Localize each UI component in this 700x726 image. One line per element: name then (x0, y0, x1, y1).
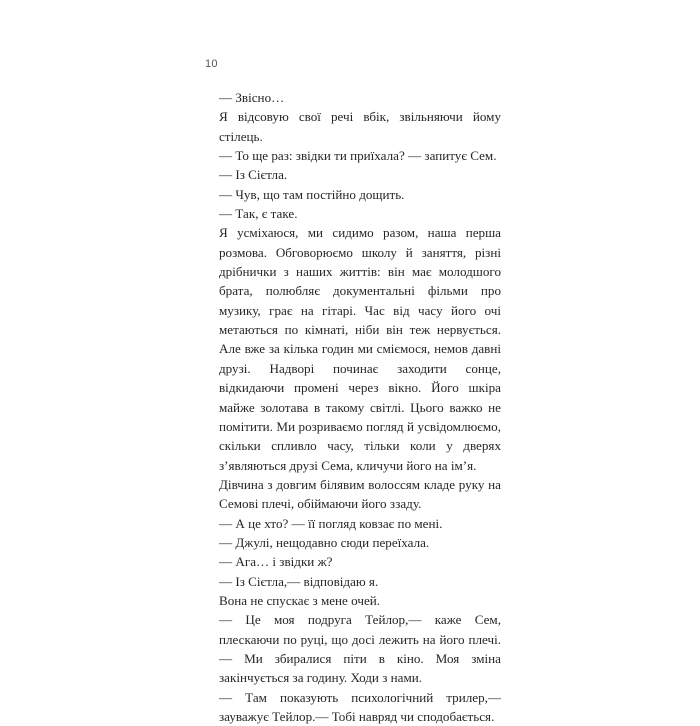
dialogue-line: — Чув, що там постійно дощить. (219, 186, 405, 202)
dialogue-line: — А це хто? — її погляд ковзає по мені. (219, 515, 443, 531)
dialogue-line: — Там показують психологічний трилер,— зауважує Тейлор.— Тобі навряд чи сподобається. (219, 689, 501, 724)
narration-line: Вона не спускає з мене очей. (219, 592, 381, 608)
page-text-body (219, 88, 501, 726)
page-number: 10 (205, 58, 218, 70)
narration-line: Я відсовую свої речі вбік, звільняючи йому стілець. (219, 109, 501, 144)
dialogue-line: — То ще раз: звідки ти приїхала? — запитує Сем. (219, 148, 497, 164)
body-paragraph: Я усміхаюся, ми сидимо разом, наша перша розмова. Обговорюємо школу й заняття, різні дрібнички з наших життів: він має молодшого брата, полюбляє документальні фільми про музику, грає на гітарі. Час від часу його очі метаються по кімнаті, ніби він теж нервується. Але вже за кілька годин ми сміємося, немов давні друзі. Надворі починає заходити сонце, відкидаючи промені через вікно. Його шкіра майже золотава в такому світлі. Цього важко не помітити. Ми розриваємо погляд й усвідомлюємо, скільки спливло часу, тільки коли у дверях з’являються друзі Сема, кличучи його на ім’я. (219, 225, 501, 473)
dialogue-line: — Звісно… (219, 90, 285, 105)
dialogue-line: — Із Сієтла. (219, 167, 288, 183)
dialogue-line: — Це моя подруга Тейлор,— каже Сем, плескаючи по руці, що досі лежить на його плечі. — Ми збиралися піти в кіно. Моя зміна закінчується за годину. Ходи з нами. (219, 612, 501, 686)
body-paragraph: Дівчина з довгим білявим волоссям кладе руку на Семові плечі, обіймаючи його ззаду. (219, 476, 501, 512)
dialogue-line: — Ага… і звідки ж? (219, 554, 333, 570)
dialogue-line: — Так, є таке. (219, 206, 298, 222)
dialogue-line: — Джулі, нещодавно сюди переїхала. (219, 534, 430, 550)
dialogue-line: — Із Сієтла,— відповідаю я. (219, 573, 379, 589)
